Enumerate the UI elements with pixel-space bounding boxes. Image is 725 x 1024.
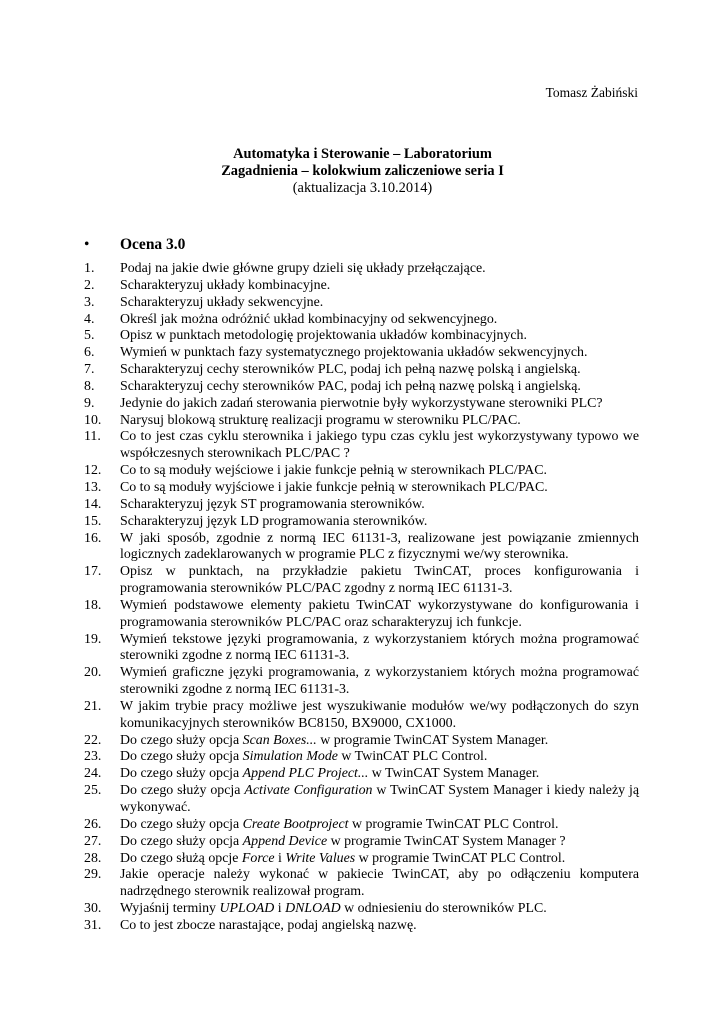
text-run: Do czego służy opcja	[120, 732, 243, 748]
item-text	[120, 362, 639, 379]
item-number: 21.	[84, 698, 102, 714]
text-run: Wymień graficzne języki programowania, z wykorzystaniem których można programować sterowniki zgodne z normą IEC 61131-3.	[120, 665, 639, 698]
item-number: 12.	[84, 463, 102, 479]
text-run: Scharakteryzuj cechy sterowników PAC, podaj ich pełną nazwę polską i angielską.	[120, 378, 581, 394]
item-text	[120, 396, 639, 413]
item-text	[120, 429, 639, 463]
text-run: w programie TwinCAT PLC Control.	[348, 816, 559, 832]
text-run: w programie TwinCAT PLC Control.	[355, 850, 566, 866]
item-number: 9.	[84, 395, 95, 411]
item-text	[120, 564, 639, 598]
text-run: Do czego służą opcje	[120, 850, 242, 866]
italic-term: Write Values	[285, 850, 356, 866]
text-run: Do czego służy opcja	[120, 816, 243, 832]
item-number: 18.	[84, 597, 102, 613]
list-item	[84, 261, 639, 278]
bullet-icon: •	[84, 236, 90, 253]
list-item	[84, 749, 639, 766]
item-number: 29.	[84, 867, 102, 883]
italic-term: Force	[241, 850, 275, 866]
document-heading	[0, 146, 725, 197]
item-number: 6.	[84, 345, 95, 361]
text-run: Do czego służy opcja	[120, 766, 243, 782]
item-text	[120, 413, 639, 430]
item-text	[120, 632, 639, 666]
item-number: 1.	[84, 261, 95, 276]
text-run: Opisz w punktach, na przykładzie pakietu TwinCAT, proces konfigurowania i programowania sterowników PLC/PAC zgodny z normą IEC 61131-3.	[120, 564, 639, 597]
text-run: Co to jest zbocze narastające, podaj angielską nazwę.	[120, 917, 417, 933]
list-item	[84, 834, 639, 851]
item-number: 24.	[84, 766, 102, 782]
text-run: Scharakteryzuj język ST programowania sterowników.	[120, 496, 425, 512]
item-number: 11.	[84, 429, 101, 445]
text-run: Scharakteryzuj układy kombinacyjne.	[120, 277, 331, 293]
item-number: 10.	[84, 412, 102, 428]
italic-term: Simulation Mode	[242, 749, 338, 765]
text-run: Scharakteryzuj język LD programowania sterowników.	[120, 513, 428, 529]
item-text	[120, 261, 639, 278]
item-text	[120, 851, 639, 868]
list-item	[84, 665, 639, 699]
item-text	[120, 749, 639, 766]
item-number: 30.	[84, 901, 102, 917]
text-run: Co to jest czas cyklu sterownika i jakiego typu czas cyklu jest wykorzystywany typowo we współczesnych sterownikach PLC/PAC ?	[120, 429, 639, 462]
item-number: 17.	[84, 564, 102, 580]
item-text	[120, 733, 639, 750]
italic-term: Scan Boxes...	[242, 732, 317, 748]
item-text	[120, 312, 639, 329]
item-number: 31.	[84, 917, 102, 933]
list-item	[84, 295, 639, 312]
item-number: 7.	[84, 362, 95, 378]
item-text	[120, 379, 639, 396]
italic-term: UPLOAD	[219, 901, 275, 917]
item-text	[120, 480, 639, 497]
item-text	[120, 345, 639, 362]
text-run: Jakie operacje należy wykonać w pakiecie TwinCAT, aby po odłączeniu komputera nadrzędnego sterownik realizował program.	[120, 867, 639, 900]
text-run: Co to są moduły wyjściowe i jakie funkcje pełnią w sterownikach PLC/PAC.	[120, 479, 548, 495]
item-text	[120, 598, 639, 632]
item-text	[120, 278, 639, 295]
item-number: 3.	[84, 294, 95, 310]
list-item	[84, 379, 639, 396]
update-date: (aktualizacja 3.10.2014)	[292, 180, 433, 196]
item-number: 2.	[84, 277, 95, 293]
list-item	[84, 396, 639, 413]
item-number: 19.	[84, 631, 102, 647]
list-item	[84, 328, 639, 345]
list-item	[84, 413, 639, 430]
list-item	[84, 733, 639, 750]
item-text	[120, 531, 639, 565]
item-text	[120, 699, 639, 733]
list-item	[84, 362, 639, 379]
list-item	[84, 278, 639, 295]
text-run: w programie TwinCAT System Manager.	[316, 732, 549, 748]
text-run: Scharakteryzuj układy sekwencyjne.	[120, 294, 324, 310]
text-run: Jedynie do jakich zadań sterowania pierwotnie były wykorzystywane sterowniki PLC?	[120, 395, 603, 411]
list-item	[84, 699, 639, 733]
section-heading	[84, 236, 185, 254]
text-run: Do czego służy opcja	[120, 783, 245, 799]
list-item	[84, 783, 639, 817]
item-number: 28.	[84, 850, 102, 866]
author-name: Tomasz Żabiński	[545, 85, 638, 100]
item-text	[120, 918, 639, 935]
item-number: 27.	[84, 833, 102, 849]
item-text	[120, 463, 639, 480]
text-run: Wymień podstawowe elementy pakietu TwinCAT wykorzystywane do konfigurowania i programowania sterowników PLC/PAC oraz scharakteryzuj ich funkcje.	[120, 597, 639, 630]
list-item	[84, 817, 639, 834]
text-run: w TwinCAT System Manager i kiedy należy ją wykonywać.	[120, 783, 639, 815]
item-number: 23.	[84, 749, 102, 765]
list-item	[84, 429, 639, 463]
item-number: 26.	[84, 816, 102, 832]
item-number: 25.	[84, 783, 102, 799]
italic-term: DNLOAD	[285, 901, 341, 917]
item-number: 20.	[84, 665, 102, 681]
text-run: Narysuj blokową strukturę realizacji programu w sterowniku PLC/PAC.	[120, 412, 521, 428]
item-text	[120, 867, 639, 901]
text-run: Wyjaśnij terminy	[120, 901, 220, 917]
text-run: Wymień w punktach fazy systematycznego projektowania układów sekwencyjnych.	[120, 345, 588, 361]
list-item	[84, 598, 639, 632]
item-text	[120, 901, 639, 918]
item-number: 8.	[84, 378, 95, 394]
item-number: 16.	[84, 530, 102, 546]
question-list	[84, 261, 639, 935]
list-item	[84, 632, 639, 666]
text-run: Scharakteryzuj cechy sterowników PLC, podaj ich pełną nazwę polską i angielską.	[120, 362, 581, 378]
italic-term: Create Bootproject	[242, 816, 349, 832]
item-number: 13.	[84, 479, 102, 495]
text-run: Wymień tekstowe języki programowania, z wykorzystaniem których można programować sterowniki zgodne z normą IEC 61131-3.	[120, 631, 639, 664]
item-text	[120, 817, 639, 834]
text-run: Określ jak można odróżnić układ kombinacyjny od sekwencyjnego.	[120, 311, 498, 327]
text-run: w programie TwinCAT System Manager ?	[327, 833, 566, 849]
item-number: 22.	[84, 732, 102, 748]
item-text	[120, 834, 639, 851]
list-item	[84, 851, 639, 868]
item-number: 15.	[84, 513, 102, 529]
list-item	[84, 867, 639, 901]
text-run: i	[274, 901, 286, 917]
list-item	[84, 312, 639, 329]
text-run: w TwinCAT System Manager.	[368, 766, 540, 782]
list-item	[84, 564, 639, 598]
italic-term: Append Device	[242, 833, 328, 849]
list-item	[84, 901, 639, 918]
item-text	[120, 514, 639, 531]
item-number: 4.	[84, 311, 95, 327]
item-text	[120, 783, 639, 817]
item-number: 14.	[84, 496, 102, 512]
text-run: w odniesieniu do sterowników PLC.	[340, 901, 547, 917]
title-line-1: Automatyka i Sterowanie – Laboratorium	[233, 146, 492, 162]
text-run: Do czego służy opcja	[120, 833, 243, 849]
item-text	[120, 497, 639, 514]
item-number: 5.	[84, 328, 95, 344]
italic-term: Activate Configuration	[244, 783, 373, 799]
text-run: i	[274, 850, 286, 866]
text-run: W jaki sposób, zgodnie z normą IEC 61131-3, realizowane jest powiązanie zmiennych logicznych zadeklarowanych w programie PLC z fizycznymi we/wy sterownika.	[120, 530, 639, 563]
title-line-2: Zagadnienia – kolokwium zaliczeniowe seria I	[221, 163, 504, 179]
item-text	[120, 328, 639, 345]
list-item	[84, 766, 639, 783]
text-run: Co to są moduły wejściowe i jakie funkcje pełnią w sterownikach PLC/PAC.	[120, 463, 547, 479]
text-run: Podaj na jakie dwie główne grupy dzieli się układy przełączające.	[120, 261, 486, 276]
item-text	[120, 766, 639, 783]
text-run: Opisz w punktach metodologię projektowania układów kombinacyjnych.	[120, 328, 527, 344]
list-item	[84, 531, 639, 565]
section-title: Ocena 3.0	[120, 236, 186, 253]
item-text	[120, 295, 639, 312]
list-item	[84, 480, 639, 497]
italic-term: Append PLC Project...	[242, 766, 369, 782]
text-run: Do czego służy opcja	[120, 749, 243, 765]
list-item	[84, 345, 639, 362]
list-item	[84, 514, 639, 531]
list-item	[84, 918, 639, 935]
list-item	[84, 497, 639, 514]
text-run: W jakim trybie pracy możliwe jest wyszukiwanie modułów we/wy podłączonych do szyn komunikacyjnych sterowników BC8150, BX9000, CX1000.	[120, 698, 639, 731]
list-item	[84, 463, 639, 480]
text-run: w TwinCAT PLC Control.	[337, 749, 488, 765]
item-text	[120, 665, 639, 699]
